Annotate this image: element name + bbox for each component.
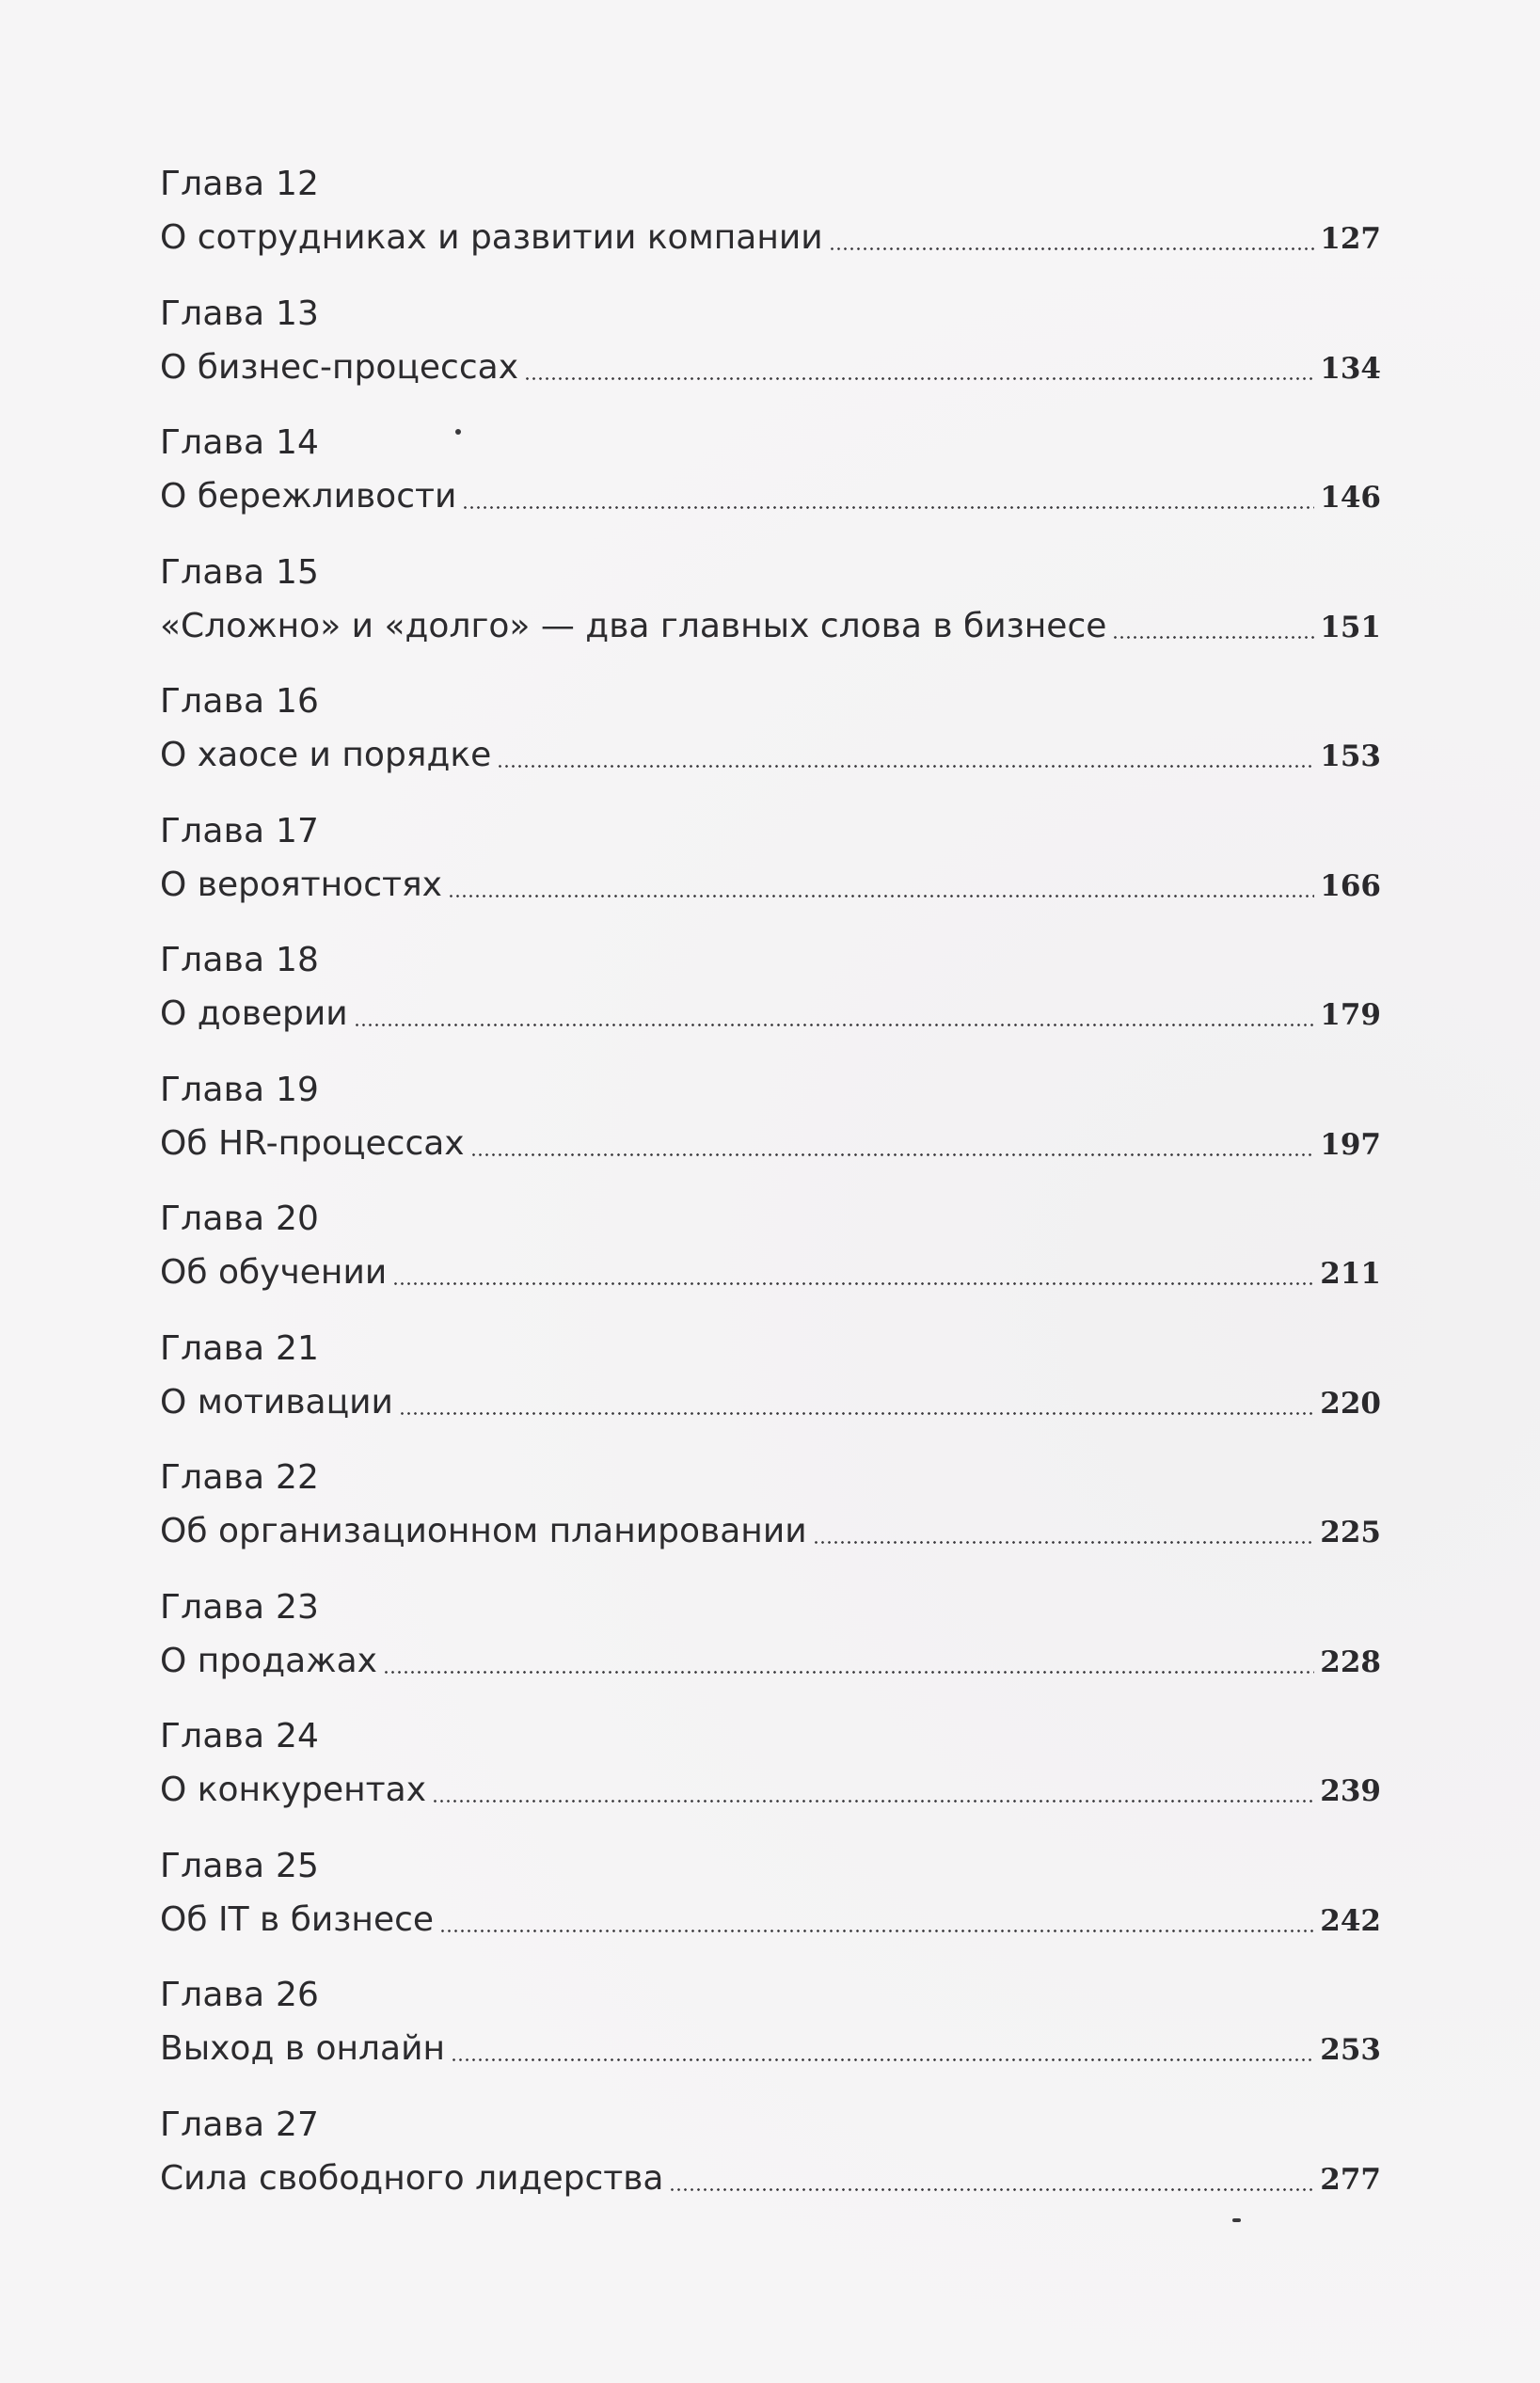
toc-line [160,730,1381,781]
page-number: 151 [1320,610,1381,644]
dot-leader [439,1930,1314,1932]
chapter-number: Глава 18 [160,941,320,979]
dot-leader [383,1671,1314,1674]
toc-entry [160,677,1381,807]
toc-entry [160,2101,1381,2231]
chapter-number: Глава 20 [160,1199,320,1238]
toc-entry [160,807,1381,937]
chapter-number: Глава 21 [160,1328,320,1368]
toc-line [160,1119,1381,1169]
chapter-title: Выход в онлайн [160,2029,446,2068]
dot-leader [829,247,1315,250]
chapter-title: О продажах [160,1641,377,1680]
dot-leader [399,1412,1314,1415]
toc-line [160,1895,1381,1946]
dot-leader [448,895,1314,898]
chapter-number: Глава 16 [160,682,320,721]
dot-leader [432,1800,1314,1803]
chapter-title: О конкурентах [160,1771,427,1809]
chapter-title: О бизнес-процессах [160,347,519,387]
chapter-number: Глава 26 [160,1976,320,2014]
toc-entry [160,419,1381,548]
page-number: 211 [1320,1257,1381,1291]
chapter-number: Глава 19 [160,1070,320,1109]
chapter-title: О мотивации [160,1382,393,1422]
toc-entry [160,1454,1381,1583]
toc-entry [160,1712,1381,1842]
page-number: 220 [1320,1386,1381,1421]
toc-entry [160,160,1381,290]
chapter-number: Глава 15 [160,552,320,592]
toc-entry [160,290,1381,420]
toc-line [160,860,1381,911]
dot-leader [451,2058,1314,2061]
chapter-title: Об IT в бизнесе [160,1899,435,1939]
toc-entry [160,1842,1381,1972]
toc-line [160,471,1381,522]
toc-line [160,601,1381,652]
chapter-number: Глава 17 [160,811,320,850]
chapter-title: О вероятностях [160,865,442,904]
dot-leader [1112,636,1314,639]
toc-entry [160,936,1381,1066]
dot-leader [669,2188,1314,2191]
dot-leader [462,506,1314,509]
toc-entry [160,1066,1381,1196]
toc-line [160,342,1381,393]
toc-entry [160,1195,1381,1325]
chapter-title: О сотрудниках и развитии компании [160,218,823,257]
page-number: 277 [1320,2162,1381,2197]
page-number: 153 [1320,739,1381,773]
toc-line [160,2024,1381,2074]
page-number: 225 [1320,1516,1381,1549]
page-number: 197 [1320,1127,1381,1162]
chapter-number: Глава 23 [160,1587,320,1627]
page-number: 242 [1320,1903,1381,1938]
toc-entry [160,1325,1381,1454]
chapter-number: Глава 22 [160,1458,320,1497]
dot-leader [392,1282,1314,1285]
toc-entry [160,1971,1381,2101]
ink-speck [1232,2218,1241,2222]
chapter-title: Об организационном планировании [160,1512,807,1550]
chapter-number: Глава 27 [160,2105,320,2144]
toc-line [160,2153,1381,2204]
page-number: 127 [1320,222,1381,256]
chapter-title: О доверии [160,994,348,1033]
toc-line [160,1377,1381,1428]
toc-line [160,213,1381,263]
dot-leader [524,377,1314,380]
toc-line [160,1765,1381,1816]
chapter-number: Глава 14 [160,423,320,462]
chapter-title: Сила свободного лидерства [160,2158,664,2198]
toc-line [160,1506,1381,1557]
page-number: 179 [1320,998,1381,1032]
chapter-number: Глава 12 [160,165,320,203]
toc-line [160,1636,1381,1687]
dot-leader [497,765,1314,768]
ink-speck [455,429,461,435]
dot-leader [470,1153,1315,1156]
toc-entry [160,548,1381,678]
page-number: 166 [1320,868,1381,903]
chapter-title: «Сложно» и «долго» — два главных слова в бизнесе [160,606,1107,645]
page-number: 253 [1320,2033,1381,2067]
dot-leader [813,1541,1315,1544]
page-number: 134 [1320,351,1381,386]
page-number: 146 [1320,481,1381,515]
toc-line [160,1247,1381,1298]
chapter-title: О хаосе и порядке [160,736,492,774]
chapter-number: Глава 13 [160,294,320,333]
chapter-number: Глава 24 [160,1717,320,1755]
toc-entry [160,1583,1381,1713]
table-of-contents [160,160,1381,2230]
chapter-title: Об обучении [160,1253,388,1292]
toc-line [160,989,1381,1040]
page-number: 239 [1320,1774,1381,1808]
chapter-title: О бережливости [160,477,457,516]
page-number: 228 [1320,1644,1381,1679]
chapter-number: Глава 25 [160,1846,320,1885]
chapter-title: Об HR-процессах [160,1123,465,1163]
dot-leader [354,1024,1315,1026]
